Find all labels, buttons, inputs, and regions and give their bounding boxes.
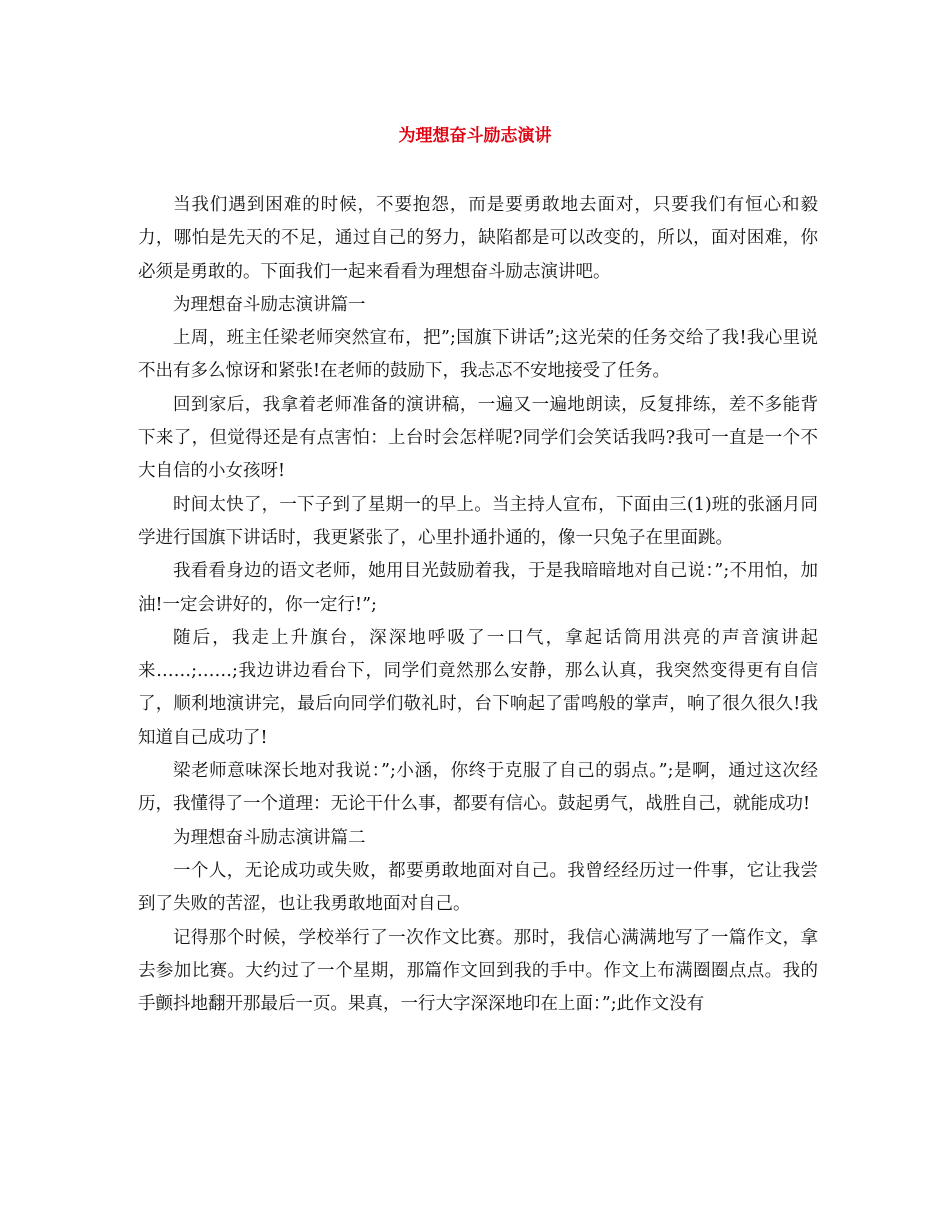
paragraph: 我看看身边的语文老师，她用目光鼓励着我，于是我暗暗地对自己说：”;不用怕，加油!一定会讲好的，你一定行!”; (138, 561, 818, 615)
paragraph: 记得那个时候，学校举行了一次作文比赛。那时，我信心满满地写了一篇作文，拿去参加比赛。大约过了一个星期，那篇作文回到我的手中。作文上布满圈圈点点。我的手颤抖地翻开那最后一页。果真，一行大字深深地印在上面：”;此作文没有 (138, 927, 818, 1015)
paragraph: 当我们遇到困难的时候，不要抱怨，而是要勇敢地去面对，只要我们有恒心和毅力，哪怕是先天的不足，通过自己的努力，缺陷都是可以改变的，所以，面对困难，你必须是勇敢的。下面我们一起来看看为理想奋斗励志演讲吧。 (138, 195, 818, 282)
paragraph: 回到家后，我拿着老师准备的演讲稿，一遍又一遍地朗读，反复排练，差不多能背下来了，但觉得还是有点害怕：上台时会怎样呢?同学们会笑话我吗?我可一直是一个不大自信的小女孩呀! (138, 394, 818, 482)
section-heading: 为理想奋斗励志演讲篇二 (173, 827, 366, 848)
document-title: 为理想奋斗励志演讲 (398, 126, 552, 146)
document-body (138, 189, 818, 1021)
paragraph: 一个人，无论成功或失败，都要勇敢地面对自己。我曾经经历过一件事，它让我尝到了失败的苦涩，也让我勇敢地面对自己。 (138, 860, 818, 915)
paragraph: 上周，班主任梁老师突然宣布，把”;国旗下讲话”;这光荣的任务交给了我!我心里说不出有多么惊讶和紧张!在老师的鼓励下，我忐忑不安地接受了任务。 (138, 328, 818, 382)
paragraph: 梁老师意味深长地对我说：”;小涵，你终于克服了自己的弱点。”;是啊，通过这次经历，我懂得了一个道理：无论干什么事，都要有信心。鼓起勇气，战胜自己，就能成功! (138, 761, 818, 815)
paragraph: 随后，我走上升旗台，深深地呼吸了一口气，拿起话筒用洪亮的声音演讲起来……;……;我边讲边看台下，同学们竟然那么安静，那么认真，我突然变得更有自信了，顺利地演讲完，最后向同学们敬礼时，台下响起了雷鸣般的掌声，响了很久很久!我知道自己成功了! (138, 627, 818, 748)
paragraph: 时间太快了，一下子到了星期一的早上。当主持人宣布，下面由三(1)班的张涵月同学进行国旗下讲话时，我更紧张了，心里扑通扑通的，像一只兔子在里面跳。 (138, 494, 818, 548)
section-heading: 为理想奋斗励志演讲篇一 (173, 294, 366, 315)
